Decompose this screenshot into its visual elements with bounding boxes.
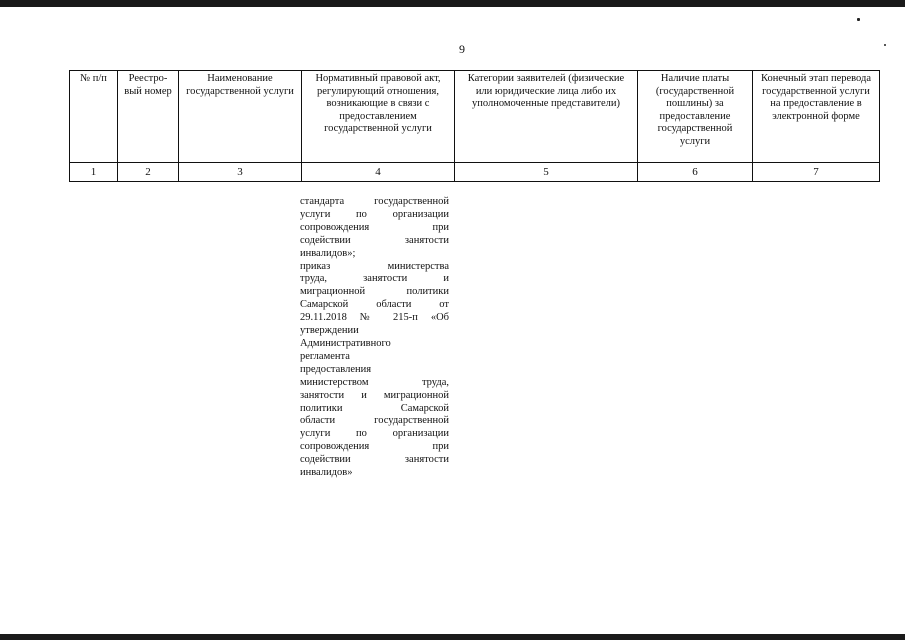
scan-speck [884, 44, 886, 46]
column-number: 7 [753, 163, 880, 182]
continuation-line: содействии занятости [300, 454, 449, 466]
continuation-line: регламента [300, 350, 350, 362]
column-number: 6 [638, 163, 753, 182]
column-number: 1 [70, 163, 118, 182]
continuation-line: предоставления [300, 363, 372, 375]
column-number: 4 [302, 163, 455, 182]
page-number: 9 [459, 42, 465, 56]
table-header-row [70, 71, 880, 163]
legal-act-continuation [300, 196, 449, 480]
column-number: 5 [455, 163, 638, 182]
continuation-line: министерством труда, [300, 376, 449, 388]
continuation-line: труда, занятости и [300, 273, 449, 285]
continuation-line: Административного [300, 337, 391, 349]
header-service-name: Наименование государственной услуги [179, 71, 302, 163]
continuation-line: Самарской области от [300, 299, 449, 311]
continuation-line: инвалидов» [300, 467, 353, 479]
header-number: № п/п [70, 71, 118, 163]
continuation-line: услуги по организации [300, 208, 449, 220]
continuation-line: сопровождения при [300, 221, 449, 233]
continuation-line: приказ министерства [300, 260, 449, 272]
services-table [69, 70, 880, 182]
header-registry-number: Реестро-вый номер [118, 71, 179, 163]
column-number: 2 [118, 163, 179, 182]
continuation-line: стандарта государственной [300, 196, 449, 207]
header-legal-act: Нормативный правовой акт, регулирующий отношения, возникающие в связи с предоставлением государственной услуги [302, 71, 455, 163]
continuation-line: утверждении [300, 325, 359, 337]
continuation-line: услуги по организации [300, 428, 449, 440]
column-number: 3 [179, 163, 302, 182]
continuation-line: содействии занятости [300, 234, 449, 246]
continuation-line: инвалидов»; [300, 247, 356, 259]
header-fee: Наличие платы (государственной пошлины) за предоставление государственной услуги [638, 71, 753, 163]
column-number-row [70, 163, 880, 182]
continuation-line: миграционной политики [300, 286, 449, 298]
continuation-line: области государственной [300, 415, 449, 427]
continuation-line: сопровождения при [300, 441, 449, 453]
continuation-line: политики Самарской [300, 402, 449, 414]
scan-edge-bottom [0, 634, 905, 640]
header-applicant-categories: Категории заявителей (физические или юридические лица либо их уполномоченные представители) [455, 71, 638, 163]
scan-edge-top [0, 0, 905, 7]
continuation-line: занятости и миграционной [300, 389, 449, 401]
scan-speck [857, 18, 860, 21]
header-final-stage: Конечный этап перевода государственной услуги на предоставление в электронной форме [753, 71, 880, 163]
continuation-line: 29.11.2018 № 215-п «Об [300, 312, 449, 324]
